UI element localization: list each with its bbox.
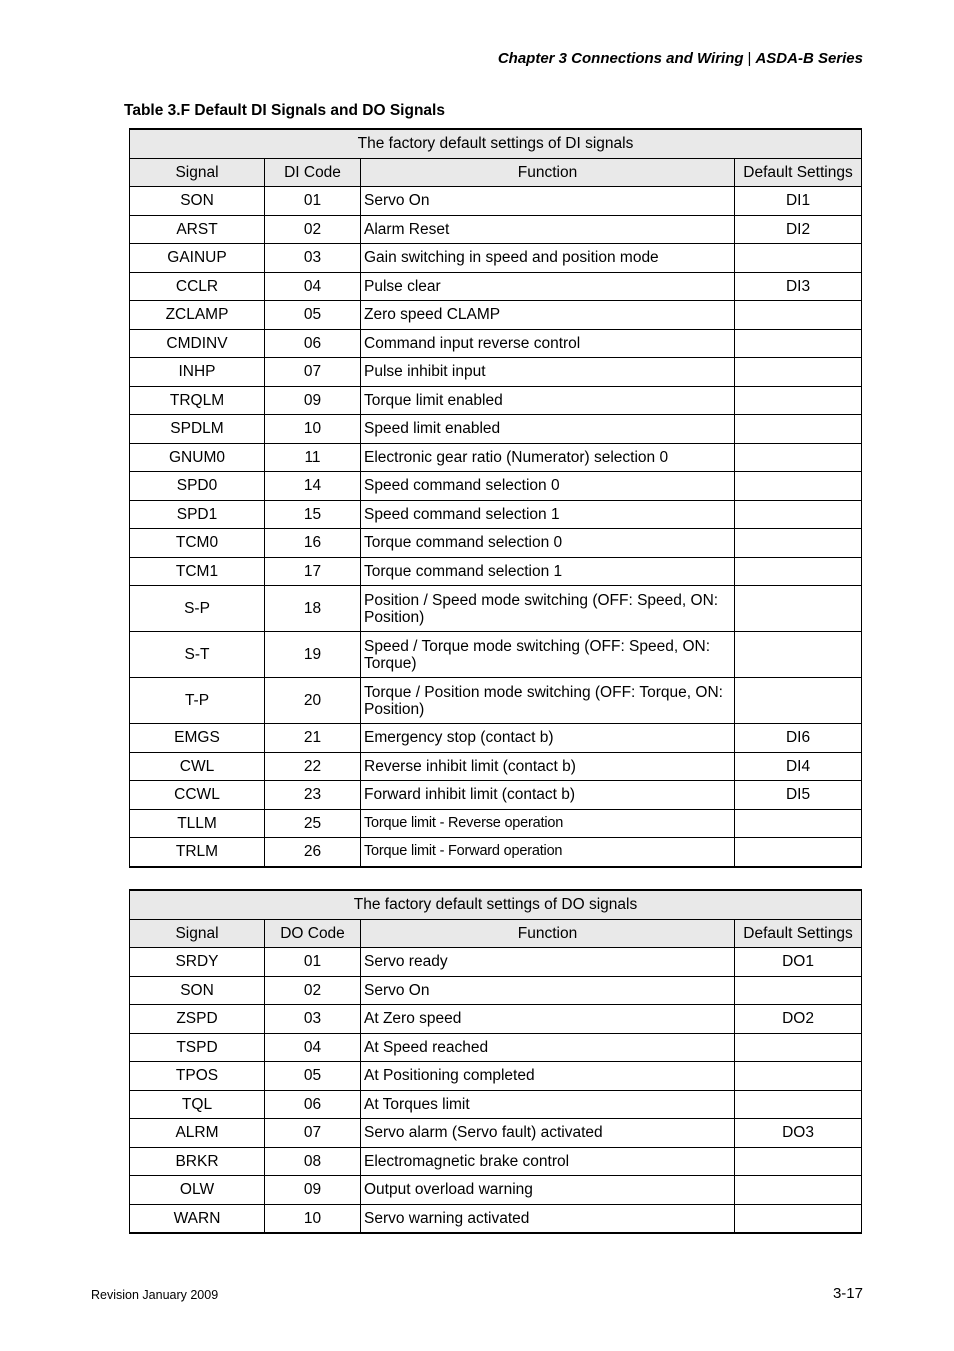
signal-cell: SPD0 (130, 472, 265, 501)
table-row (130, 557, 862, 586)
default-cell: DO2 (735, 1005, 862, 1034)
default-cell (735, 678, 862, 724)
default-cell (735, 301, 862, 330)
code-cell: 26 (265, 838, 361, 867)
code-cell: 06 (265, 329, 361, 358)
table-row (130, 1204, 862, 1233)
signal-cell: SPD1 (130, 500, 265, 529)
default-cell (735, 838, 862, 867)
signal-cell: TCM0 (130, 529, 265, 558)
code-cell: 23 (265, 781, 361, 810)
di-signals-table (129, 128, 862, 868)
code-cell: 14 (265, 472, 361, 501)
table-row (130, 752, 862, 781)
signal-cell: S-T (130, 632, 265, 678)
default-cell: DO3 (735, 1119, 862, 1148)
code-cell: 05 (265, 301, 361, 330)
table-row (130, 948, 862, 977)
code-cell: 22 (265, 752, 361, 781)
default-cell (735, 632, 862, 678)
function-cell: Torque limit enabled (361, 386, 735, 415)
default-cell (735, 386, 862, 415)
default-cell: DI5 (735, 781, 862, 810)
do-table-title: The factory default settings of DO signals (130, 890, 862, 919)
function-cell: Command input reverse control (361, 329, 735, 358)
default-cell (735, 976, 862, 1005)
function-cell: Reverse inhibit limit (contact b) (361, 752, 735, 781)
code-cell: 10 (265, 415, 361, 444)
signal-cell: S-P (130, 586, 265, 632)
table-row (130, 415, 862, 444)
signal-cell: BRKR (130, 1147, 265, 1176)
code-cell: 03 (265, 244, 361, 273)
do-col-signal: Signal (130, 919, 265, 948)
code-cell: 19 (265, 632, 361, 678)
default-cell (735, 329, 862, 358)
table-row (130, 586, 862, 632)
default-cell: DI1 (735, 187, 862, 216)
code-cell: 10 (265, 1204, 361, 1233)
function-cell: Servo ready (361, 948, 735, 977)
default-cell (735, 1176, 862, 1205)
table-row (130, 1062, 862, 1091)
function-cell: Torque / Position mode switching (OFF: Torque, ON: Position) (361, 678, 735, 724)
signal-cell: ZCLAMP (130, 301, 265, 330)
signal-cell: CCWL (130, 781, 265, 810)
revision-note: Revision January 2009 (91, 1288, 219, 1302)
table-row (130, 215, 862, 244)
default-cell (735, 557, 862, 586)
table-row (130, 272, 862, 301)
signal-cell: WARN (130, 1204, 265, 1233)
function-cell: Speed command selection 1 (361, 500, 735, 529)
signal-cell: GAINUP (130, 244, 265, 273)
table-row (130, 632, 862, 678)
do-col-default: Default Settings (735, 919, 862, 948)
signal-cell: TPOS (130, 1062, 265, 1091)
function-cell: Servo warning activated (361, 1204, 735, 1233)
table-row (130, 1090, 862, 1119)
signal-cell: INHP (130, 358, 265, 387)
table-row (130, 1147, 862, 1176)
code-cell: 03 (265, 1005, 361, 1034)
signal-cell: TSPD (130, 1033, 265, 1062)
table-row (130, 838, 862, 867)
signal-cell: CCLR (130, 272, 265, 301)
default-cell (735, 1062, 862, 1091)
signal-cell: TCM1 (130, 557, 265, 586)
table-row (130, 386, 862, 415)
series-title: ASDA-B Series (755, 50, 863, 67)
default-cell (735, 1204, 862, 1233)
default-cell (735, 529, 862, 558)
signal-cell: GNUM0 (130, 443, 265, 472)
page-header (498, 50, 863, 67)
code-cell: 17 (265, 557, 361, 586)
signal-cell: TRLM (130, 838, 265, 867)
function-cell: Torque limit - Reverse operation (361, 809, 735, 838)
function-cell: Output overload warning (361, 1176, 735, 1205)
table-row (130, 187, 862, 216)
code-cell: 06 (265, 1090, 361, 1119)
table-row (130, 443, 862, 472)
default-cell (735, 472, 862, 501)
code-cell: 15 (265, 500, 361, 529)
default-cell: DI4 (735, 752, 862, 781)
code-cell: 11 (265, 443, 361, 472)
function-cell: Speed / Torque mode switching (OFF: Speed, ON: Torque) (361, 632, 735, 678)
code-cell: 02 (265, 976, 361, 1005)
function-cell: At Speed reached (361, 1033, 735, 1062)
chapter-title: Chapter 3 Connections and Wiring (497, 50, 744, 67)
signal-cell: SON (130, 976, 265, 1005)
signal-cell: SRDY (130, 948, 265, 977)
do-col-function: Function (361, 919, 735, 948)
function-cell: Speed limit enabled (361, 415, 735, 444)
di-col-default: Default Settings (735, 158, 862, 187)
di-table-title: The factory default settings of DI signals (130, 129, 862, 158)
signal-cell: ARST (130, 215, 265, 244)
function-cell: At Positioning completed (361, 1062, 735, 1091)
di-col-signal: Signal (130, 158, 265, 187)
table-row (130, 724, 862, 753)
code-cell: 01 (265, 187, 361, 216)
default-cell (735, 244, 862, 273)
function-cell: Electronic gear ratio (Numerator) selection 0 (361, 443, 735, 472)
function-cell: Servo On (361, 187, 735, 216)
function-cell: At Torques limit (361, 1090, 735, 1119)
default-cell: DI6 (735, 724, 862, 753)
code-cell: 18 (265, 586, 361, 632)
code-cell: 07 (265, 1119, 361, 1148)
code-cell: 04 (265, 272, 361, 301)
function-cell: Forward inhibit limit (contact b) (361, 781, 735, 810)
function-cell: Servo On (361, 976, 735, 1005)
table-caption: Table 3.F Default DI Signals and DO Signals (124, 102, 445, 119)
signal-cell: T-P (130, 678, 265, 724)
default-cell (735, 443, 862, 472)
table-row (130, 244, 862, 273)
function-cell: At Zero speed (361, 1005, 735, 1034)
signal-cell: TRQLM (130, 386, 265, 415)
table-row (130, 1033, 862, 1062)
default-cell: DI3 (735, 272, 862, 301)
code-cell: 01 (265, 948, 361, 977)
function-cell: Alarm Reset (361, 215, 735, 244)
function-cell: Position / Speed mode switching (OFF: Speed, ON: Position) (361, 586, 735, 632)
function-cell: Electromagnetic brake control (361, 1147, 735, 1176)
page-number: 3-17 (832, 1285, 863, 1302)
code-cell: 21 (265, 724, 361, 753)
default-cell (735, 415, 862, 444)
signal-cell: SPDLM (130, 415, 265, 444)
table-row (130, 781, 862, 810)
default-cell (735, 809, 862, 838)
function-cell: Gain switching in speed and position mode (361, 244, 735, 273)
signal-cell: CWL (130, 752, 265, 781)
function-cell: Torque limit - Forward operation (361, 838, 735, 867)
code-cell: 09 (265, 1176, 361, 1205)
signal-cell: ZSPD (130, 1005, 265, 1034)
table-row (130, 329, 862, 358)
signal-cell: OLW (130, 1176, 265, 1205)
table-row (130, 358, 862, 387)
signal-cell: EMGS (130, 724, 265, 753)
default-cell (735, 500, 862, 529)
header-separator: | (747, 50, 752, 67)
code-cell: 16 (265, 529, 361, 558)
function-cell: Emergency stop (contact b) (361, 724, 735, 753)
default-cell (735, 1033, 862, 1062)
default-cell: DO1 (735, 948, 862, 977)
code-cell: 25 (265, 809, 361, 838)
function-cell: Pulse clear (361, 272, 735, 301)
table-row (130, 472, 862, 501)
signal-cell: CMDINV (130, 329, 265, 358)
code-cell: 09 (265, 386, 361, 415)
default-cell (735, 1147, 862, 1176)
default-cell (735, 358, 862, 387)
default-cell (735, 1090, 862, 1119)
table-row (130, 301, 862, 330)
do-col-code: DO Code (265, 919, 361, 948)
di-col-code: DI Code (265, 158, 361, 187)
table-row (130, 809, 862, 838)
default-cell: DI2 (735, 215, 862, 244)
code-cell: 20 (265, 678, 361, 724)
code-cell: 02 (265, 215, 361, 244)
table-row (130, 976, 862, 1005)
function-cell: Torque command selection 1 (361, 557, 735, 586)
signal-cell: SON (130, 187, 265, 216)
table-row (130, 500, 862, 529)
function-cell: Zero speed CLAMP (361, 301, 735, 330)
signal-cell: TQL (130, 1090, 265, 1119)
function-cell: Speed command selection 0 (361, 472, 735, 501)
function-cell: Servo alarm (Servo fault) activated (361, 1119, 735, 1148)
code-cell: 05 (265, 1062, 361, 1091)
signal-cell: ALRM (130, 1119, 265, 1148)
function-cell: Pulse inhibit input (361, 358, 735, 387)
default-cell (735, 586, 862, 632)
table-row (130, 678, 862, 724)
code-cell: 04 (265, 1033, 361, 1062)
code-cell: 07 (265, 358, 361, 387)
table-row (130, 1005, 862, 1034)
table-row (130, 529, 862, 558)
table-row (130, 1176, 862, 1205)
di-col-function: Function (361, 158, 735, 187)
signal-cell: TLLM (130, 809, 265, 838)
code-cell: 08 (265, 1147, 361, 1176)
table-row (130, 1119, 862, 1148)
function-cell: Torque command selection 0 (361, 529, 735, 558)
do-signals-table (129, 889, 862, 1234)
